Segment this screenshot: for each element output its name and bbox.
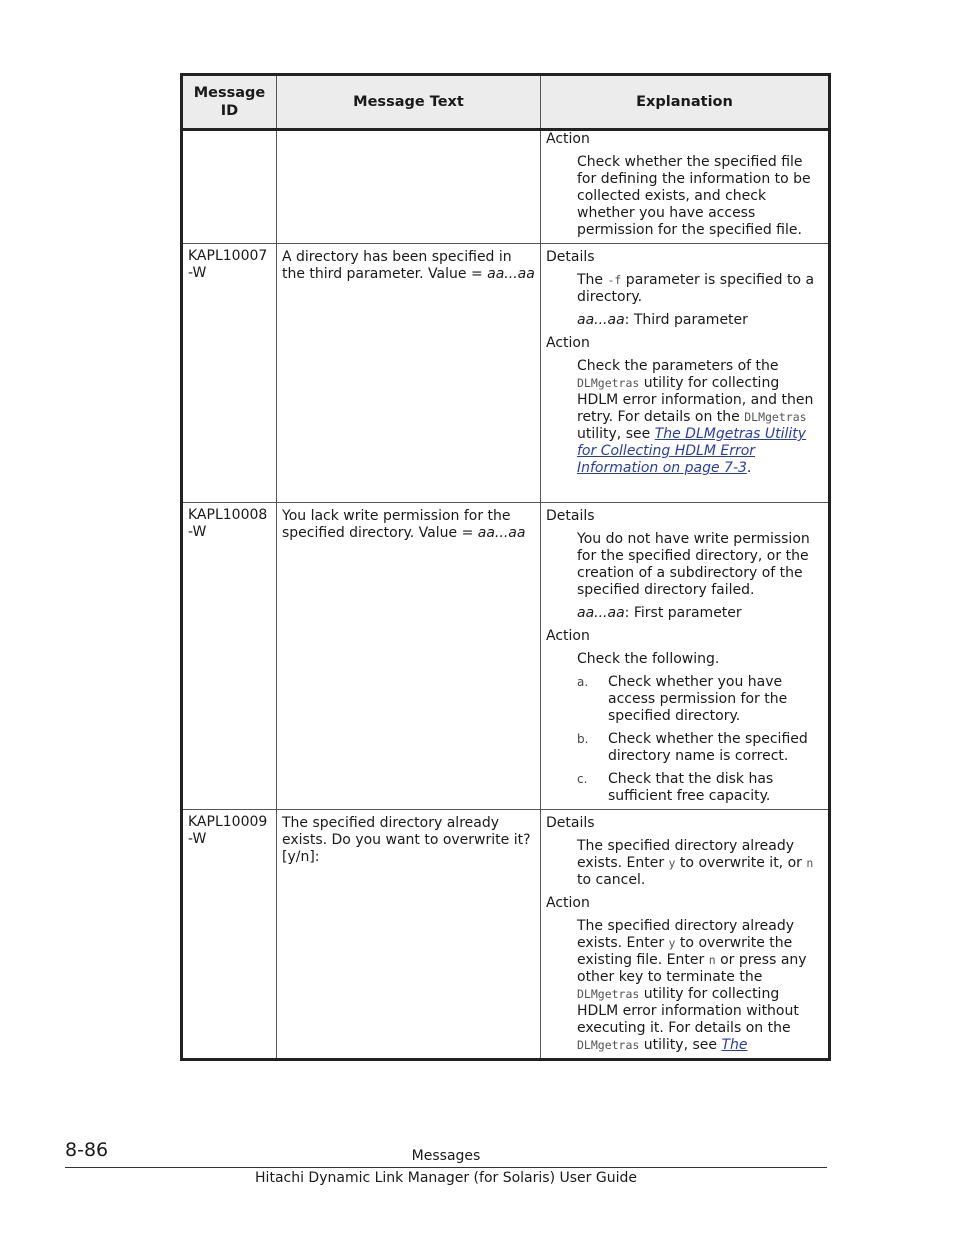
action-text: Check the parameters of the DLMgetras utility for collecting HDLM error information, and then retry. For details on the DLMgetras utility, see The DLMgetras Utility for Collecting HDLM Error Information on page 7-3. (577, 358, 814, 476)
message-text-cell (277, 244, 541, 503)
message-text-cell (277, 810, 541, 1060)
header-explanation: Explanation (541, 75, 830, 130)
message-id-cell (182, 503, 277, 810)
explanation-cell (541, 130, 830, 244)
action-label: Action (546, 131, 590, 147)
page-number: 8-86 (65, 1139, 109, 1161)
message-id: KAPL10009-W (188, 814, 268, 847)
action-intro: Check the following. (577, 651, 720, 667)
option-code: -f (607, 273, 622, 287)
action-text: Check whether the specified file for defining the information to be collected exists, and check whether you have access permission for the specified file. (577, 154, 811, 238)
list-marker: c. (577, 772, 588, 786)
message-id: KAPL10007-W (188, 248, 268, 281)
message-id-cell (182, 130, 277, 244)
explanation-cell (541, 810, 830, 1060)
key-code: n (806, 856, 814, 870)
message-id: KAPL10008-W (188, 507, 268, 540)
utility-code: DLMgetras (577, 987, 640, 1001)
message-id-cell (182, 810, 277, 1060)
list-item: a. Check whether you have access permission for the specified directory. (577, 674, 788, 724)
message-text: A directory has been specified in the third parameter. Value = (282, 249, 512, 282)
details-label: Details (546, 249, 595, 265)
key-code: y (668, 936, 676, 950)
action-label: Action (546, 895, 590, 911)
details-text: The -f parameter is specified to a directory. (577, 272, 815, 305)
footer-divider (65, 1167, 827, 1168)
cross-reference-link[interactable]: The DLMgetras Utility for Collecting HDLM Error Information on page 7-3 (577, 426, 807, 476)
footer-guide-title: Hitachi Dynamic Link Manager (for Solaris) User Guide (255, 1170, 637, 1186)
details-label: Details (546, 508, 595, 524)
message-id-cell (182, 244, 277, 503)
details-text: You do not have write permission for the specified directory, or the creation of a subdirectory of the specified directory failed. (577, 531, 810, 598)
explanation-cell (541, 503, 830, 810)
utility-code: DLMgetras (577, 1038, 640, 1052)
cross-reference-link[interactable]: The (721, 1037, 748, 1053)
utility-code: DLMgetras (577, 376, 640, 390)
message-table (180, 73, 831, 1061)
list-marker: a. (577, 675, 589, 689)
action-text: The specified directory already exists. Enter y to overwrite the existing file. Enter n or press any other key to terminate the DLMgetras utility for collecting HDLM error information without executing it. For details on the DLMgetras utility, see The (577, 918, 807, 1053)
variable-description: aa...aa: Third parameter (577, 312, 748, 328)
explanation-cell (541, 244, 830, 503)
variable-description: aa...aa: First parameter (577, 605, 742, 621)
message-text: You lack write permission for the specified directory. Value = (282, 508, 511, 541)
message-variable: aa...aa (477, 525, 526, 541)
table-row (182, 503, 830, 810)
message-text-cell (277, 130, 541, 244)
details-label: Details (546, 815, 595, 831)
key-code: n (708, 953, 716, 967)
message-text: The specified directory already exists. Do you want to overwrite it? [y/n]: (282, 815, 531, 865)
details-text: The specified directory already exists. Enter y to overwrite it, or n to cancel. (577, 838, 814, 888)
action-label: Action (546, 335, 590, 351)
key-code: y (668, 856, 676, 870)
header-message-text: Message Text (277, 75, 541, 130)
list-marker: b. (577, 732, 589, 746)
utility-code: DLMgetras (744, 410, 807, 424)
message-text-cell (277, 503, 541, 810)
footer-section: Messages (411, 1148, 481, 1164)
table-row (182, 130, 830, 244)
list-item: c. Check that the disk has sufficient free capacity. (577, 771, 774, 804)
table-header-row (182, 75, 830, 130)
action-label: Action (546, 628, 590, 644)
table-row (182, 810, 830, 1060)
list-item: b. Check whether the specified directory name is correct. (577, 731, 808, 764)
message-variable: aa...aa (487, 266, 535, 282)
table-row (182, 244, 830, 503)
header-message-id: Message ID (182, 75, 277, 130)
